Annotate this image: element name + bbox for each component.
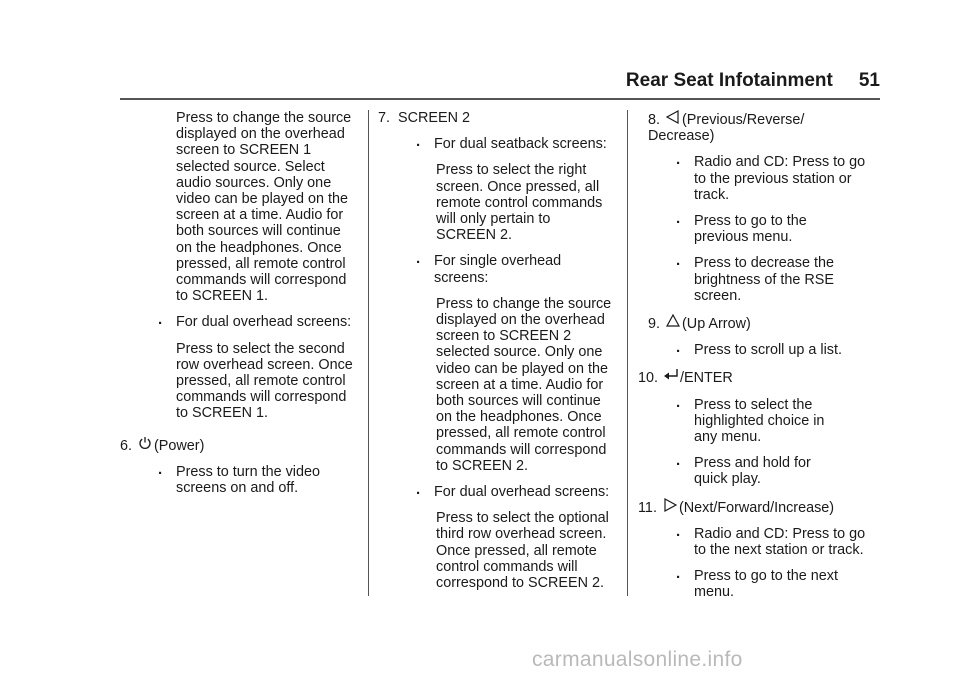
paragraph: Press to change the source displayed on the overhead screen to SCREEN 1 selected source. Select audio sources. Only one video can be played on the screen at a time. Audio for both sources will continue on the headphones. Once pressed, all remote control commands will correspond to SCREEN 1. [176,110,352,305]
numbered-item-11 [638,498,878,516]
bullet-item: . For dual overhead screens: [158,311,352,331]
item-label: /ENTER [680,370,733,387]
item-label: (Previous/Reverse/ Decrease) [648,112,805,145]
numbered-item-9 [638,314,878,332]
numbered-item-6 [120,436,360,454]
item-label: (Power) [154,437,205,454]
bullet-item: . Press and hold for quick play. [676,452,811,488]
numbered-item-8 [638,110,848,144]
column-2 [378,110,618,601]
bullet-item: . For single overhead screens: [416,250,562,286]
previous-arrow-icon [664,110,682,128]
item-number: 9. [648,316,661,333]
enter-icon [662,368,680,386]
bullet-item: . For dual seatback screens: [416,133,607,153]
bullet-item: . Press to scroll up a list. [676,339,842,359]
paragraph: Press to select the second row overhead screen. Once pressed, all remote control commands will correspond to SCREEN 1. [176,340,353,422]
bullet-item: . Press to select the highlighted choice in any menu. [676,393,825,446]
item-label: (Up Arrow) [682,316,751,333]
column-1 [120,110,360,506]
column-3 [638,110,878,611]
bullet-item: . For dual overhead screens: [416,481,610,501]
item-number: 8. [648,112,661,128]
item-number: 6. [120,437,133,454]
watermark: carmanualsonline.info [532,648,743,671]
item-number: 11. [638,499,657,516]
bullet-item: . Press to turn the video screens on and off. [158,460,320,497]
numbered-item-7 [378,110,618,126]
header-rule [120,98,880,100]
column-divider [627,110,628,596]
item-number: 10. [638,370,659,387]
page-number: 51 [858,70,880,91]
item-label: (Next/Forward/Increase) [678,499,835,516]
page-header [600,70,880,92]
item-number: 7. [378,110,391,126]
paragraph: Press to change the source displayed on the overhead screen to SCREEN 2 selected source. Only one video can be played on the screen at a time. Audio for both sources will continue on the headphones. Once pressed, all remote control commands will correspond to SCREEN 2. [436,295,612,474]
bullet-item: . Radio and CD: Press to go to the next station or track. [676,522,866,559]
paragraph: Press to select the optional third row overhead screen. Once pressed, all remote control commands will correspond to SCREEN 2. [436,510,609,592]
up-arrow-icon [664,314,682,332]
section-title: Rear Seat Infotainment [625,70,833,91]
bullet-item: . Radio and CD: Press to go to the previous station or track. [676,151,866,203]
column-divider [368,110,369,596]
bullet-item: . Press to go to the next menu. [676,565,838,601]
bullet-item: . Press to go to the previous menu. [676,210,807,246]
item-label: SCREEN 2 [398,110,470,126]
next-arrow-icon [661,498,679,516]
power-icon [136,436,154,454]
paragraph: Press to select the right screen. Once pressed, all remote control commands will only pertain to SCREEN 2. [436,162,603,244]
numbered-item-10 [638,368,878,386]
bullet-item: . Press to decrease the brightness of the RSE screen. [676,252,834,304]
